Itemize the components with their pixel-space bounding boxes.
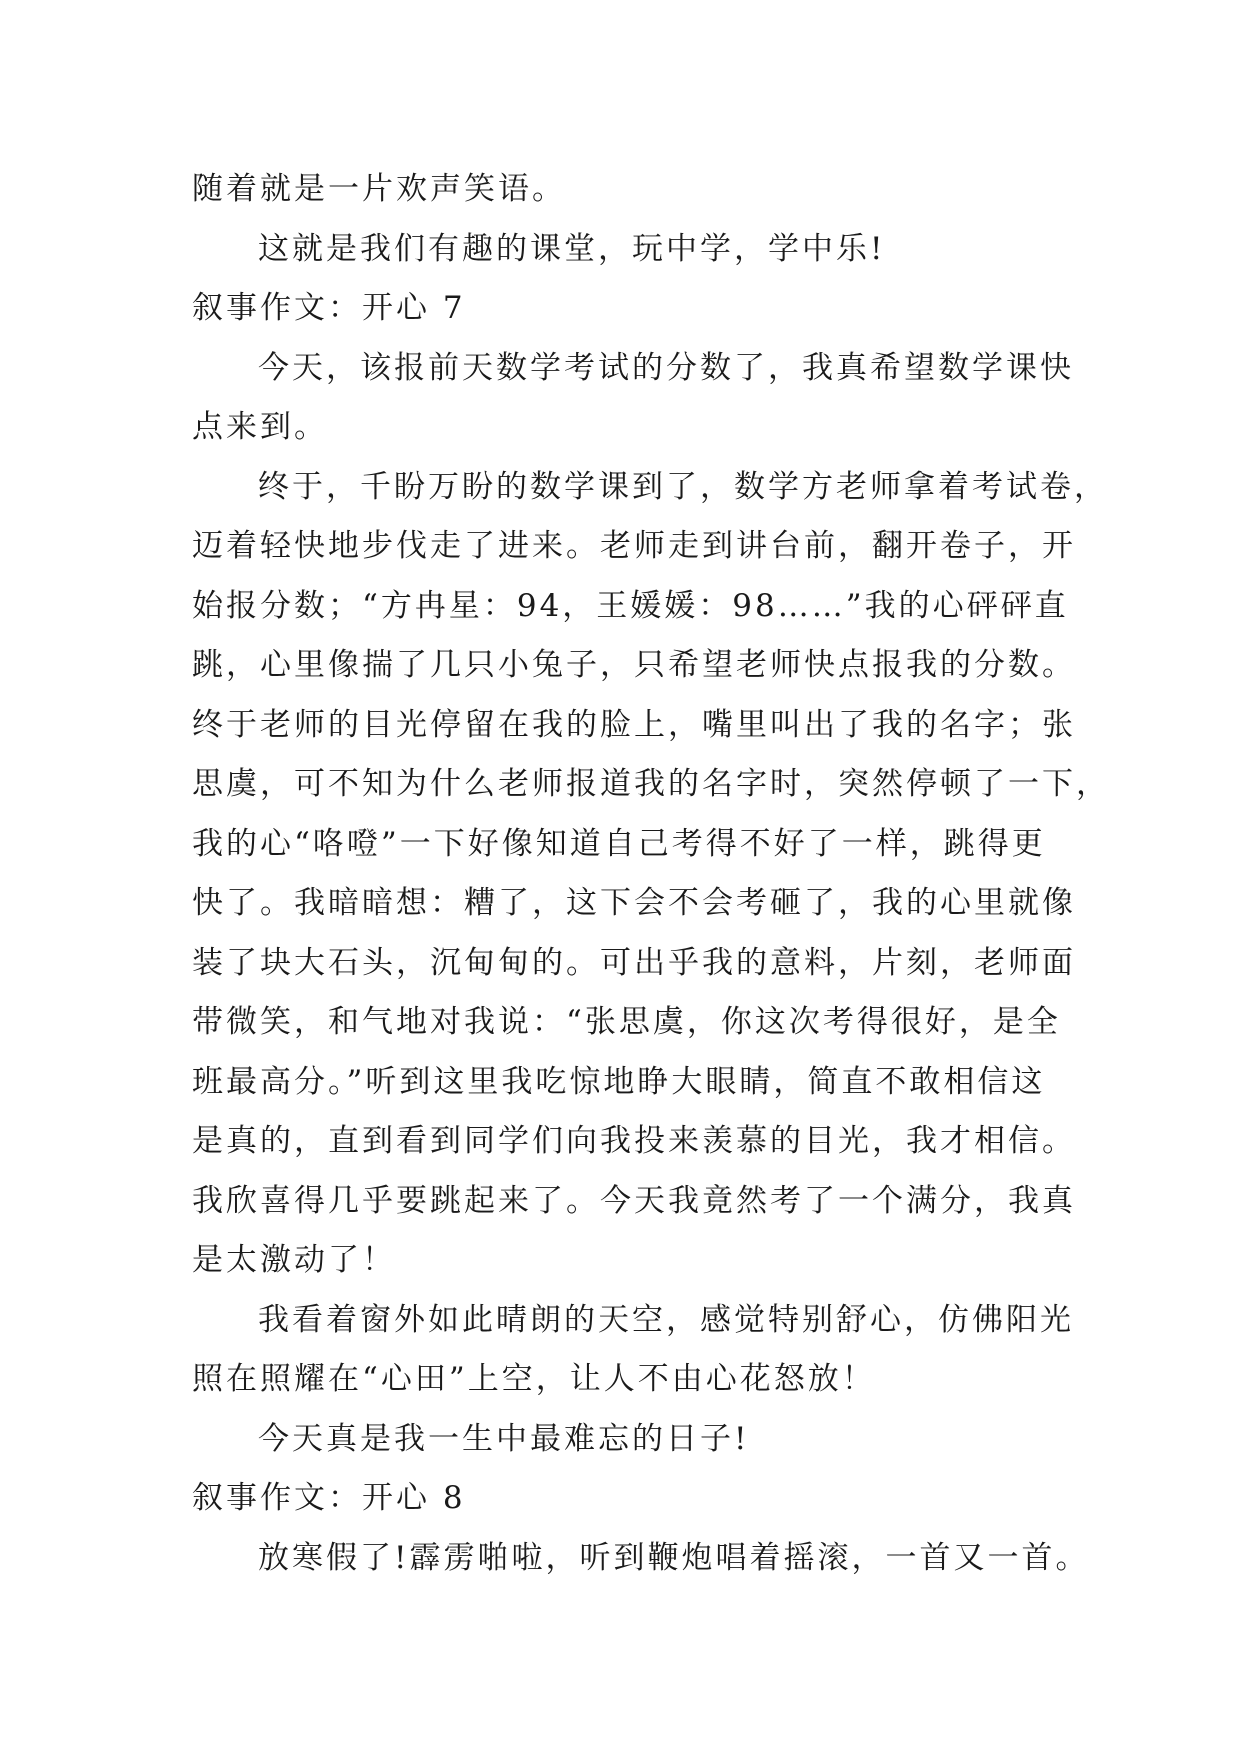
text-line: 我的心“咯噔”一下好像知道自己考得不好了一样，跳得更 <box>192 825 1046 862</box>
text-line: 我欣喜得几乎要跳起来了。今天我竟然考了一个满分，我真 <box>192 1182 1076 1219</box>
text-line: 思虞，可不知为什么老师报道我的名字时，突然停顿了一下， <box>192 766 1110 802</box>
text-line: 班最高分。”听到这里我吃惊地睁大眼睛，简直不敢相信这 <box>192 1063 1046 1100</box>
text-line: 始报分数；“方冉星：94，王媛媛：98……”我的心砰砰直 <box>192 587 1069 624</box>
text-line: 点来到。 <box>192 409 328 445</box>
text-line: 装了块大石头，沉甸甸的。可出乎我的意料，片刻，老师面 <box>192 944 1076 981</box>
document-body <box>192 160 1110 1588</box>
text-line: 带微笑，和气地对我说：“张思虞，你这次考得很好，是全 <box>192 1004 1061 1040</box>
text-line: 是太激动了！ <box>192 1242 396 1278</box>
text-line: 终于老师的目光停留在我的脸上，嘴里叫出了我的名字；张 <box>192 706 1076 743</box>
text-line: 迈着轻快地步伐走了进来。老师走到讲台前，翻开卷子，开 <box>192 528 1076 564</box>
text-line: 这就是我们有趣的课堂，玩中学，学中乐! <box>258 230 886 267</box>
text-line: 今天真是我一生中最难忘的日子! <box>258 1420 750 1457</box>
text-line: 我看着窗外如此晴朗的天空，感觉特别舒心，仿佛阳光 <box>258 1301 1074 1338</box>
text-line: 放寒假了!霹雳啪啦，听到鞭炮唱着摇滚，一首又一首。 <box>258 1539 1090 1576</box>
text-line: 随着就是一片欢声笑语。 <box>192 171 566 207</box>
text-line: 是真的，直到看到同学们向我投来羡慕的目光，我才相信。 <box>192 1123 1076 1159</box>
text-line: 照在照耀在“心田”上空，让人不由心花怒放！ <box>192 1361 876 1397</box>
text-line: 快了。我暗暗想：糟了，这下会不会考砸了，我的心里就像 <box>192 885 1076 921</box>
text-line: 跳，心里像揣了几只小兔子，只希望老师快点报我的分数。 <box>192 647 1076 683</box>
text-line: 今天，该报前天数学考试的分数了，我真希望数学课快 <box>258 349 1074 386</box>
section-heading: 叙事作文：开心 8 <box>192 1480 466 1516</box>
section-heading: 叙事作文：开心 7 <box>192 290 466 326</box>
text-line: 终于，千盼万盼的数学课到了，数学方老师拿着考试卷， <box>258 468 1108 505</box>
